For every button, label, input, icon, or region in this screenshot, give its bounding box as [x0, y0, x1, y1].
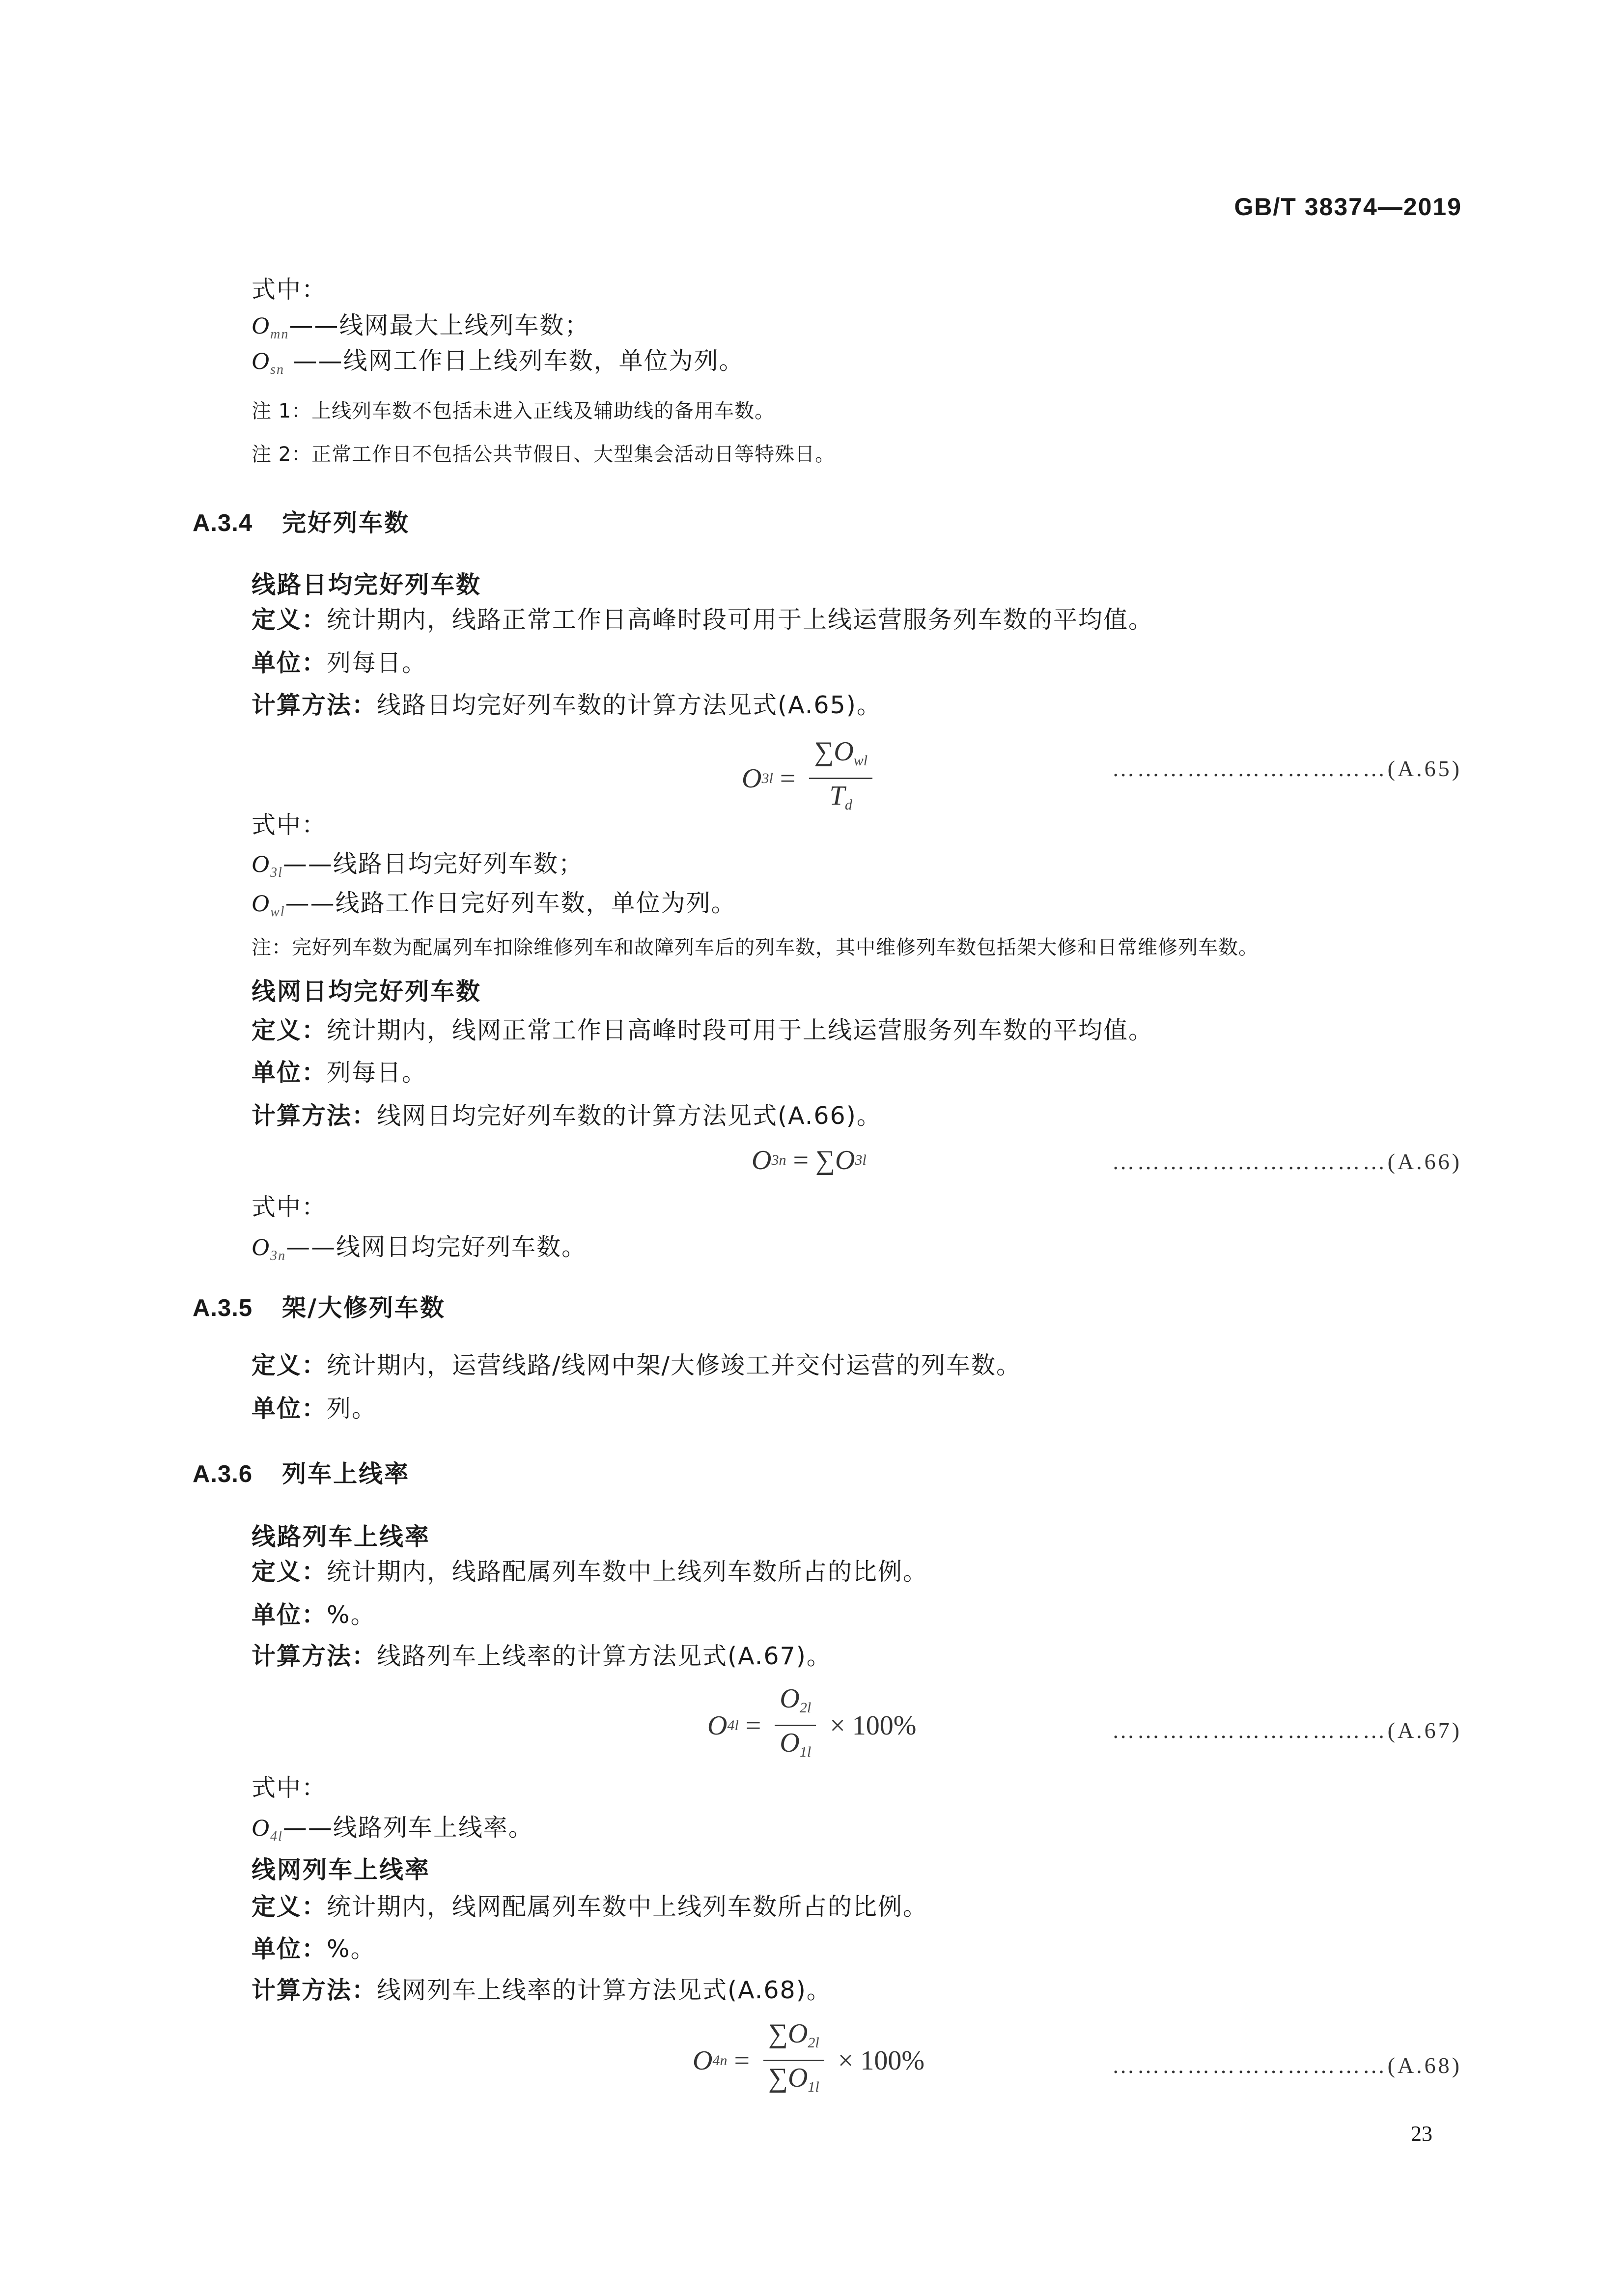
- formula-a68: [693, 2019, 924, 2102]
- method-paragraph: [252, 1642, 832, 1671]
- unit-text: %。: [327, 1935, 376, 1963]
- denominator-subscript: 1l: [799, 1744, 812, 1760]
- unit-paragraph: [252, 1934, 376, 1964]
- unit-paragraph: [252, 1394, 377, 1424]
- formula-lhs-subscript: 3l: [761, 770, 773, 786]
- definition-label: 定义：: [252, 1558, 327, 1586]
- symbol-subscript: 3l: [270, 865, 283, 880]
- definition-row: [252, 888, 736, 927]
- note: 注 2：正常工作日不包括公共节假日、大型集会活动日等特殊日。: [252, 443, 836, 466]
- unit-label: 单位：: [252, 1601, 327, 1629]
- symbol-subscript: 4l: [270, 1829, 283, 1844]
- equation-number: ……………………………(A.68): [1112, 2053, 1462, 2078]
- sum-sign: ∑: [815, 1145, 835, 1175]
- numerator: [775, 1684, 816, 1726]
- section-number: A.3.5: [193, 1295, 253, 1321]
- symbol: O: [252, 1233, 271, 1260]
- symbol-subscript: sn: [270, 362, 285, 377]
- where-label: 式中：: [252, 1774, 327, 1802]
- where-label: 式中：: [252, 811, 327, 839]
- equation-number: ……………………………(A.65): [1112, 756, 1462, 781]
- equals-sign: =: [745, 1710, 761, 1741]
- numerator: [809, 737, 872, 779]
- formula-rhs: O: [835, 1145, 855, 1175]
- sum-sign: ∑: [768, 2063, 788, 2093]
- note: 注：完好列车数为配属列车扣除维修列车和故障列车后的列车数，其中维修列车数包括架大修和日常维修列车数。: [252, 936, 1259, 959]
- denominator-symbol: O: [780, 1728, 800, 1758]
- formula-rhs-subscript: 3l: [855, 1152, 867, 1168]
- denominator: [763, 2061, 824, 2102]
- method-label: 计算方法：: [252, 1102, 377, 1130]
- method-text: 线路列车上线率的计算方法见式(A.67)。: [377, 1642, 832, 1670]
- denominator-symbol: O: [787, 2063, 808, 2093]
- symbol-subscript: wl: [270, 904, 285, 920]
- definition-paragraph: [252, 1016, 1153, 1045]
- unit-text: 列每日。: [327, 1059, 427, 1087]
- formula-a65: [742, 737, 879, 820]
- definition-row: [252, 1813, 533, 1851]
- numerator-symbol: O: [787, 2018, 808, 2049]
- note: 注 1：上线列车数不包括未进入正线及辅助线的备用车数。: [252, 400, 775, 422]
- definition-label: 定义：: [252, 606, 327, 634]
- numerator-symbol: O: [834, 736, 854, 767]
- numerator: [763, 2019, 824, 2061]
- definition-paragraph: [252, 1892, 928, 1922]
- method-label: 计算方法：: [252, 691, 377, 719]
- unit-label: 单位：: [252, 1395, 327, 1423]
- definition-row: [252, 310, 589, 349]
- definition-text: ——线网工作日上线列车数，单位为列。: [284, 347, 744, 375]
- section-heading: [193, 1289, 446, 1323]
- definition-text: 统计期内，线网配属列车数中上线列车数所占的比例。: [327, 1893, 928, 1921]
- standard-id: GB/T 38374—2019: [1234, 193, 1462, 221]
- method-text: 线网列车上线率的计算方法见式(A.68)。: [377, 1976, 832, 2004]
- method-label: 计算方法：: [252, 1976, 377, 2004]
- fraction: [775, 1684, 816, 1767]
- unit-text: 列每日。: [327, 649, 427, 677]
- unit-paragraph: [252, 648, 427, 678]
- sum-sign: ∑: [814, 736, 834, 767]
- numerator-subscript: 2l: [808, 2035, 819, 2051]
- section-number: A.3.4: [193, 510, 253, 536]
- denominator: [825, 779, 857, 820]
- formula-lhs-subscript: 4l: [727, 1717, 739, 1734]
- formula-lhs-subscript: 3n: [771, 1152, 786, 1168]
- method-text: 线路日均完好列车数的计算方法见式(A.65)。: [377, 691, 882, 719]
- subsection-title: 线路日均完好列车数: [252, 571, 482, 599]
- definition-text: ——线路日均完好列车数；: [282, 850, 584, 878]
- definition-label: 定义：: [252, 1893, 327, 1921]
- formula-a66: [752, 1145, 867, 1176]
- page-number: 23: [1411, 2122, 1432, 2146]
- equals-sign: =: [734, 2045, 750, 2076]
- symbol: O: [252, 311, 271, 339]
- numerator-symbol: O: [780, 1683, 800, 1714]
- equation-number: ……………………………(A.67): [1112, 1718, 1462, 1743]
- unit-label: 单位：: [252, 1935, 327, 1963]
- unit-text: %。: [327, 1601, 376, 1629]
- times-sign: ×: [838, 2045, 854, 2076]
- formula-lhs: O: [742, 763, 762, 794]
- definition-row: [252, 1232, 587, 1271]
- definition-label: 定义：: [252, 1351, 327, 1379]
- method-paragraph: [252, 1101, 882, 1131]
- numerator-subscript: 2l: [799, 1700, 812, 1716]
- formula-lhs: O: [707, 1710, 728, 1741]
- formula-lhs-subscript: 4n: [712, 2052, 728, 2069]
- symbol: O: [252, 850, 271, 877]
- definition-text: ——线路工作日完好列车数，单位为列。: [285, 889, 736, 917]
- formula-lhs: O: [693, 2045, 713, 2076]
- section-title: 完好列车数: [282, 509, 410, 537]
- times-sign: ×: [830, 1710, 845, 1741]
- section-heading: [193, 504, 410, 538]
- sum-sign: ∑: [768, 2018, 788, 2049]
- denominator-symbol: T: [829, 781, 845, 811]
- definition-row: [252, 849, 584, 888]
- section-title: 架/大修列车数: [282, 1294, 446, 1322]
- definition-row: [252, 346, 744, 385]
- definition-text: 统计期内，线网正常工作日高峰时段可用于上线运营服务列车数的平均值。: [327, 1016, 1154, 1044]
- symbol-subscript: mn: [270, 327, 289, 342]
- denominator-subscript: d: [844, 797, 852, 813]
- equals-sign: =: [780, 763, 796, 794]
- where-label: 式中：: [252, 1193, 327, 1221]
- unit-paragraph: [252, 1600, 376, 1630]
- unit-label: 单位：: [252, 649, 327, 677]
- section-number: A.3.6: [193, 1461, 253, 1487]
- method-paragraph: [252, 1976, 832, 2005]
- definition-paragraph: [252, 605, 1153, 635]
- definition-text: ——线路列车上线率。: [282, 1814, 533, 1842]
- fraction: [763, 2019, 824, 2102]
- where-label: 式中：: [252, 276, 327, 304]
- symbol-subscript: 3n: [270, 1248, 286, 1263]
- subsection-title: 线网日均完好列车数: [252, 978, 482, 1006]
- symbol: O: [252, 889, 271, 917]
- unit-label: 单位：: [252, 1059, 327, 1087]
- definition-text: 统计期内，线路配属列车数中上线列车数所占的比例。: [327, 1558, 928, 1586]
- denominator: [775, 1726, 816, 1767]
- method-text: 线网日均完好列车数的计算方法见式(A.66)。: [377, 1102, 882, 1130]
- symbol: O: [252, 347, 271, 374]
- method-label: 计算方法：: [252, 1642, 377, 1670]
- percent-value: 100%: [852, 1710, 917, 1741]
- subsection-title: 线路列车上线率: [252, 1523, 431, 1551]
- percent-value: 100%: [860, 2045, 925, 2076]
- equals-sign: =: [793, 1145, 809, 1175]
- definition-text: 统计期内，线路正常工作日高峰时段可用于上线运营服务列车数的平均值。: [327, 606, 1154, 634]
- definition-label: 定义：: [252, 1016, 327, 1044]
- formula-a67: [707, 1684, 916, 1767]
- formula-lhs: O: [752, 1145, 772, 1175]
- equation-number: ……………………………(A.66): [1112, 1149, 1462, 1174]
- definition-text: 统计期内，运营线路/线网中架/大修竣工并交付运营的列车数。: [327, 1351, 1022, 1379]
- definition-text: ——线网最大上线列车数；: [289, 311, 590, 339]
- numerator-subscript: wl: [853, 753, 868, 769]
- section-heading: [193, 1455, 410, 1489]
- definition-text: ——线网日均完好列车数。: [286, 1233, 587, 1261]
- fraction: [809, 737, 872, 820]
- unit-paragraph: [252, 1058, 427, 1088]
- definition-paragraph: [252, 1557, 928, 1587]
- symbol: O: [252, 1814, 271, 1841]
- subsection-title: 线网列车上线率: [252, 1856, 431, 1884]
- method-paragraph: [252, 691, 882, 720]
- section-title: 列车上线率: [282, 1460, 410, 1488]
- definition-paragraph: [252, 1351, 1021, 1380]
- denominator-subscript: 1l: [808, 2079, 819, 2095]
- unit-text: 列。: [327, 1395, 377, 1423]
